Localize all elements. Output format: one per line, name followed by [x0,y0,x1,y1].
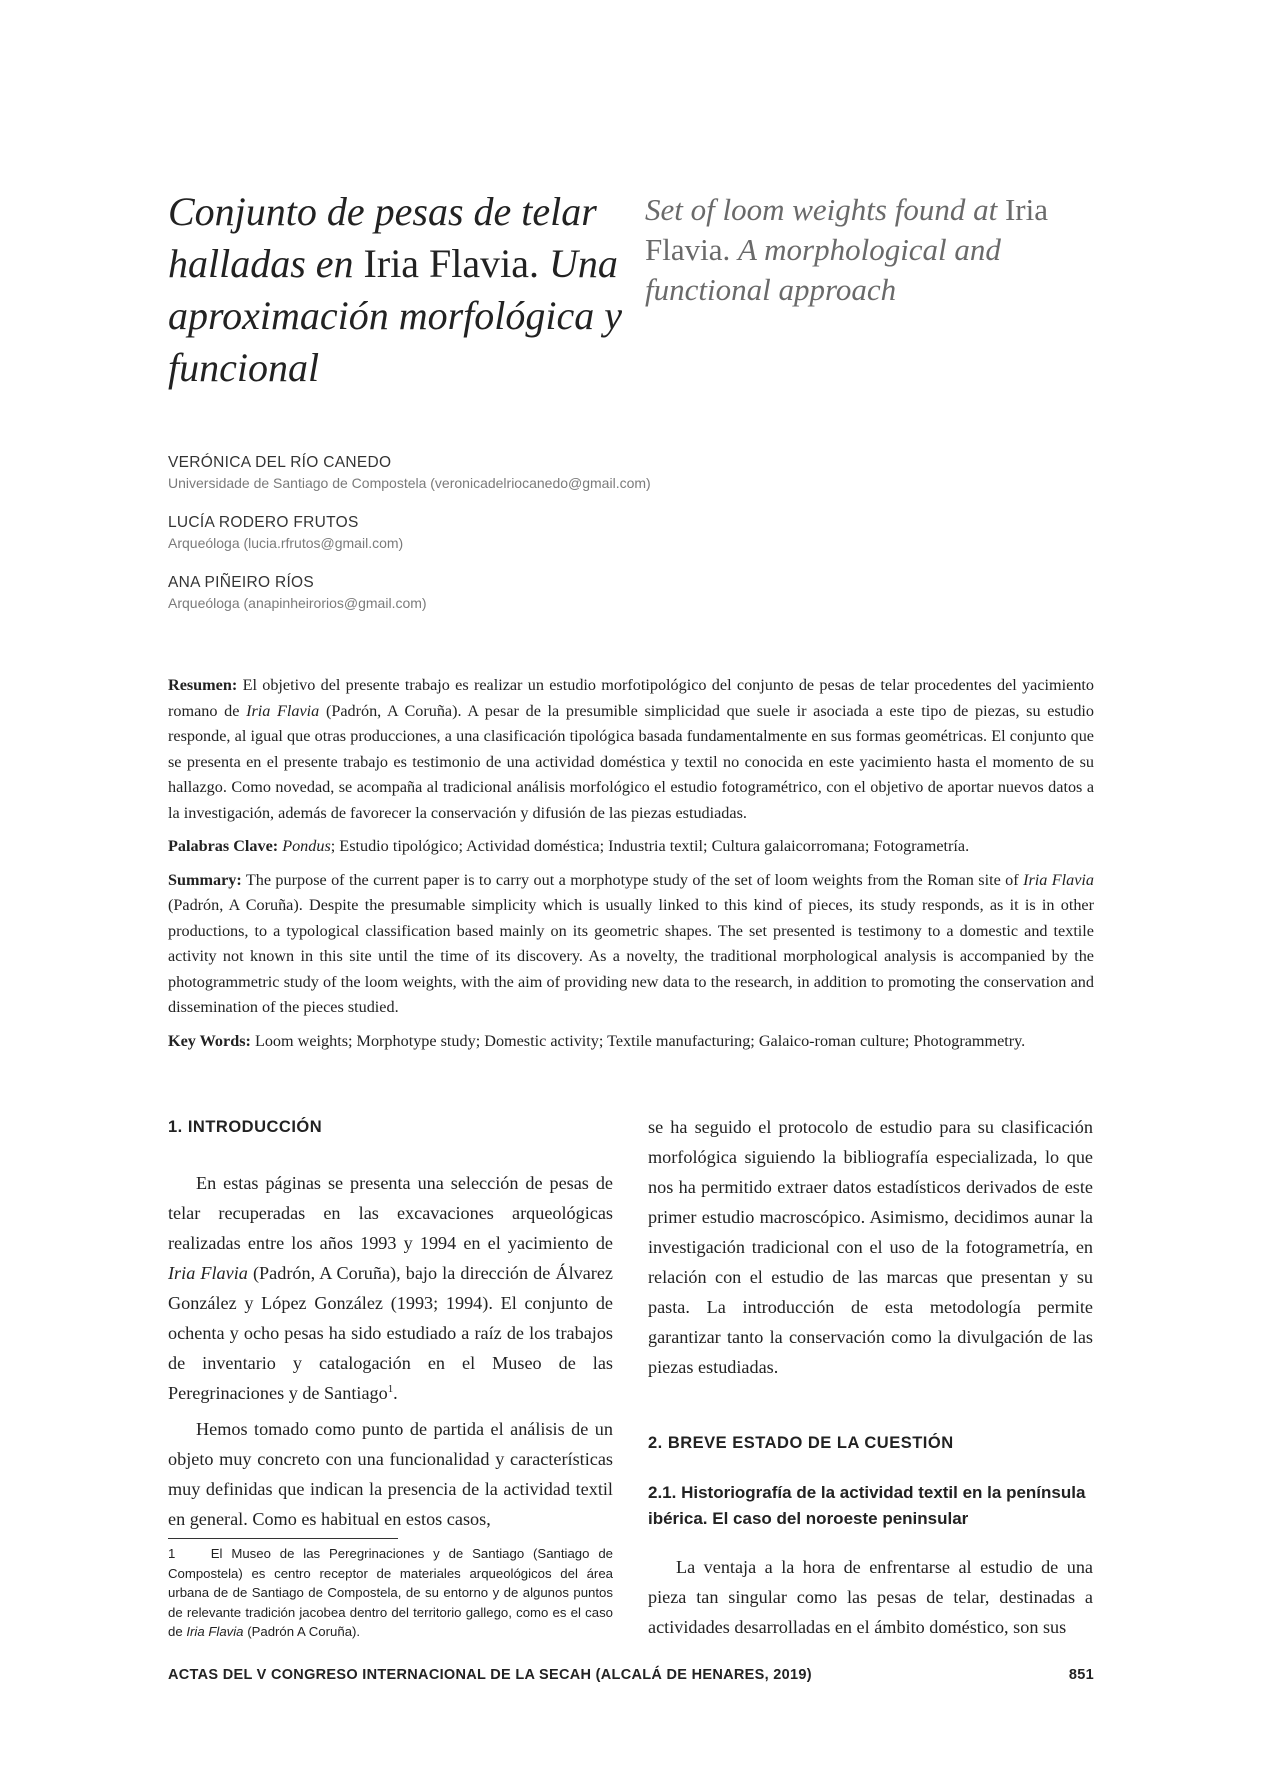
resumen-text-1: El objetivo del presente trabajo es realizar un estudio morfotipológico del conjunto de pesas de telar procedentes del yacimiento romano de [168,676,1095,720]
footer-text: ACTAS DEL V CONGRESO INTERNACIONAL DE LA SECAH (ALCALÁ DE HENARES, 2019) [168,1667,812,1683]
author-list [168,452,1068,632]
body-column-right [648,1112,1093,1642]
summary-label: Summary: [168,870,242,889]
footnote-site: Iria Flavia [186,1624,244,1639]
section-1-p1-text-a: En estas páginas se presenta una selección de pesas de telar recuperadas en las excavaciones arqueológicas realizadas entre los años 1993 y 1994 en el yacimiento de [168,1173,613,1253]
author-name: LUCÍA RODERO FRUTOS [168,514,359,531]
palabras-clave-paragraph [168,834,1094,860]
title-es-part3: Una aproximación morfológica y funcional [168,241,623,390]
page-number: 851 [1068,1667,1094,1683]
author-affiliation: Arqueóloga (lucia.rfrutos@gmail.com) [168,535,404,551]
palabras-clave-first: Pondus [282,837,331,855]
summary-text-2: (Padrón, A Coruña). Despite the presumable simplicity which is usually linked to this kind of pieces, its study responds, as it is in other productions, to a typological classification based mainly on its geometric shapes. The set presented is testimony to a domestic and textile activity not known in this site until the time of its discovery. As a novelty, the traditional morphological analysis is accompanied by the photogrammetric study of the loom weights, with the aim of providing new data to the research, in addition to promoting the conservation and dissemination of the pieces studied. [168,896,1094,1016]
footnote-number: 1 [168,1546,176,1561]
summary-paragraph [168,868,1094,1021]
title-spanish [168,186,628,394]
key-words-paragraph [168,1029,1094,1055]
key-words-label: Key Words: [168,1031,251,1050]
section-2-1-subheading: 2.1. Historiografía de la actividad textil en la península ibérica. El caso del noroeste peninsular [648,1483,1086,1528]
resumen-label: Resumen: [168,676,238,694]
palabras-clave-label: Palabras Clave: [168,837,279,855]
footnote-divider [168,1538,398,1539]
key-words-text: Loom weights; Morphotype study; Domestic activity; Textile manufacturing; Galaico-roman culture; Photogrammetry. [254,1031,1026,1050]
section-1-paragraph-2: Hemos tomado como punto de partida el análisis de un objeto muy concreto con una funcionalidad y características muy definidas que indican la presencia de la actividad textil en general. Como es habitual en estos casos, [168,1419,613,1529]
section-1-paragraph-1 [168,1168,613,1408]
section-2-heading: 2. BREVE ESTADO DE LA CUESTIÓN [648,1434,954,1452]
summary-text-1: The purpose of the current paper is to carry out a morphotype study of the set of loom weights from the Roman site of [245,870,1019,889]
section-1-paragraph-2-continued: se ha seguido el protocolo de estudio para su clasificación morfológica siguiendo la bibliografía especializada, lo que nos ha permitido extraer datos estadísticos derivados de este primer estudio macroscópico. Asimismo, decidimos aunar la investigación tradicional con el uso de la fotogrametría, en relación con el estudio de las marcas que presentan y su pasta. La introducción de esta metodología permite garantizar tanto la conservación como la divulgación de las piezas estudiadas. [648,1117,1093,1377]
section-1-heading: 1. INTRODUCCIÓN [168,1118,323,1136]
summary-site: Iria Flavia [1023,870,1094,889]
author-name: VERÓNICA DEL RÍO CANEDO [168,454,392,471]
page-footer [168,1667,1094,1683]
resumen-text-2: (Padrón, A Coruña). A pesar de la presumible simplicidad que suele ir asociada a este tipo de piezas, su estudio responde, al igual que otras producciones, a una clasificación tipológica basada fundamentalmente en sus formas geométricas. El conjunto que se presenta en el presente trabajo es testimonio de una actividad doméstica y textil no conocida en este yacimiento hasta el momento de su hallazgo. Como novedad, se acompaña al tradicional análisis morfológico el estudio fotogramétrico, con el objetivo de aportar nuevos datos a la investigación, además de favorecer la conservación y difusión de las piezas estudiadas. [168,701,1095,822]
author-name: ANA PIÑEIRO RÍOS [168,574,315,591]
author-block [168,452,1068,493]
author-affiliation: Arqueóloga (anapinheirorios@gmail.com) [168,595,427,611]
footnote-ref: 1 [387,1382,394,1395]
footnote [168,1544,613,1642]
author-block [168,572,1068,613]
author-block [168,512,1068,553]
section-1-p1-site: Iria Flavia [168,1263,248,1283]
section-2-paragraph-1: La ventaja a la hora de enfrentarse al estudio de una pieza tan singular como las pesas de telar, destinadas a actividades desarrolladas en el ámbito doméstico, son sus [648,1557,1093,1637]
section-1-p1-text-b: (Padrón, A Coruña), bajo la dirección de Álvarez González y López González (1993; 1994). El conjunto de ochenta y ocho pesas ha sido estudiado a raíz de los trabajos de inventario y catalogación en el Museo de las Peregrinaciones y de Santiago [168,1263,613,1403]
author-affiliation: Universidade de Santiago de Compostela (veronicadelriocanedo@gmail.com) [168,475,651,491]
title-en-part2: Iria Flavia. [645,192,1048,267]
title-es-part2: Iria Flavia. [363,241,540,286]
footnote-text-2: (Padrón A Coruña). [247,1624,361,1639]
title-es-part1: Conjunto de pesas de telar halladas en [168,189,597,286]
title-en-part3: A morphological and functional approach [645,232,1001,307]
palabras-clave-rest: ; Estudio tipológico; Actividad doméstica; Industria textil; Cultura galaicorromana; Fotogrametría. [330,837,970,855]
resumen-site: Iria Flavia [246,701,320,720]
title-en-part1: Set of loom weights found at [645,192,998,227]
abstract-block [168,673,1094,1062]
section-1-p1-end: . [393,1383,398,1403]
resumen-paragraph [168,673,1094,826]
footnote-text-1: El Museo de las Peregrinaciones y de Santiago (Santiago de Compostela) es centro receptor de materiales arqueológicos del área urbana de de Santiago de Compostela, de su entorno y de algunos puntos de relevante tradición jacobea dentro del territorio gallego, como es el caso de [168,1546,613,1639]
body-column-left [168,1112,613,1534]
title-english [645,190,1115,310]
